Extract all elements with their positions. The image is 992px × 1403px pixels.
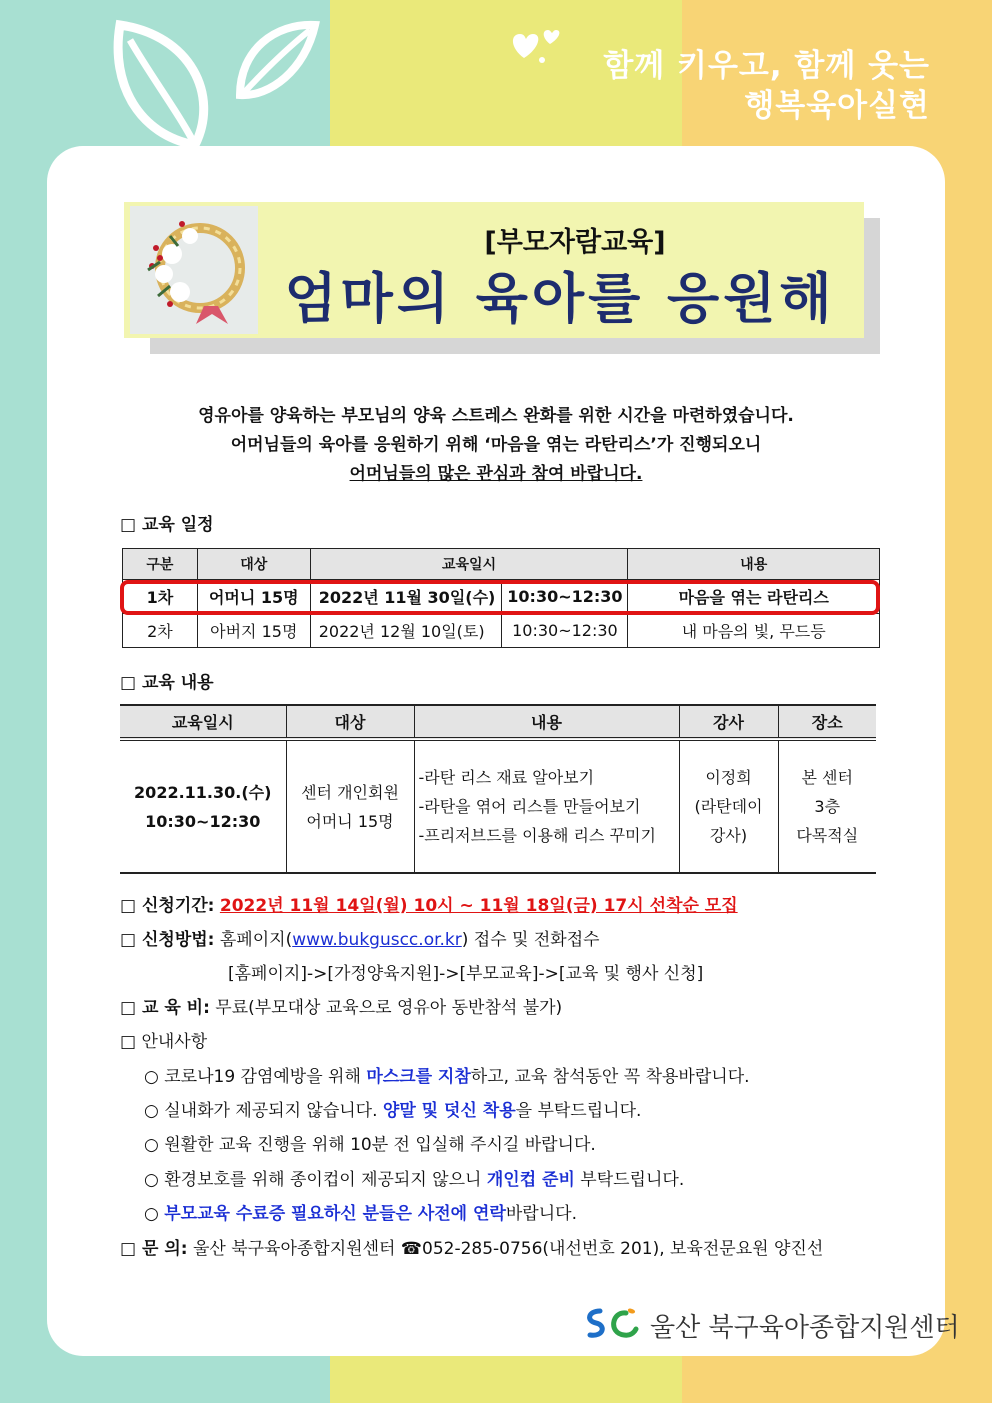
place-line-3: 다목적실: [796, 826, 859, 845]
notice-label: □ 안내사항: [120, 1032, 208, 1052]
intro-line-3: 어머님들의 많은 관심과 참여 바랍니다.: [349, 464, 643, 484]
content-target-line-1: 센터 개인회원: [301, 782, 399, 802]
slogan-line-2: 행복육아실현: [744, 88, 930, 124]
sub-title: [부모자람교육]: [484, 227, 666, 258]
instructor-name: 이정희: [705, 768, 752, 787]
fee: [120, 993, 562, 1018]
schedule-content: 마음을 엮는 라탄리스: [628, 580, 880, 614]
schedule-date: 2022년 11월 30일(수): [310, 580, 502, 614]
homepage-link[interactable]: www.bukguscc.or.kr: [292, 930, 462, 950]
notice-item: [144, 1199, 577, 1224]
instructor-role: 강사): [709, 826, 748, 845]
notice-item: [144, 1096, 641, 1121]
apply-method-label: □ 신청방법:: [120, 930, 215, 950]
schedule-table: [122, 548, 880, 648]
rattan-wreath-image: [130, 206, 258, 334]
schedule-header-content: 내용: [628, 549, 880, 580]
content-header-row: [120, 705, 876, 739]
intro-line-2: 어머님들의 육아를 응원하기 위해 ‘마음을 엮는 라탄리스’가 진행되오니: [230, 435, 762, 455]
apply-method-pre: 홈페이지(: [219, 930, 293, 950]
contact-label: □ 문 의:: [120, 1239, 188, 1259]
place-line-2: 3층: [814, 797, 841, 816]
content-item: -프리저브드를 이용해 리스 꾸미기: [418, 826, 656, 845]
intro-line-1: 영유아를 양육하는 부모님의 양육 스트레스 완화를 위한 시간을 마련하였습니다.: [198, 406, 794, 426]
center-logo-icon: [582, 1303, 642, 1343]
content-item: -라탄을 엮어 리스틀 만들어보기: [418, 797, 641, 816]
content-header-instructor: 강사: [679, 705, 778, 739]
schedule-target: 아버지 15명: [197, 614, 310, 648]
notice-text: 바랍니다.: [505, 1204, 577, 1224]
schedule-header-datetime: 교육일시: [310, 549, 628, 580]
content-item: -라탄 리스 재료 알아보기: [418, 768, 595, 787]
content-target-line-2: 어머니 15명: [306, 811, 394, 831]
content-header-date: 교육일시: [120, 705, 286, 739]
schedule-round: 1차: [123, 580, 198, 614]
notice-text: 을 부탁드립니다.: [515, 1101, 642, 1121]
schedule-header-target: 대상: [197, 549, 310, 580]
contact: [120, 1234, 823, 1259]
content-instructor-cell: [679, 739, 778, 873]
apply-period-label: □ 신청기간:: [120, 896, 215, 916]
contact-value: 울산 북구육아종합지원센터 ☎052-285-0756(내선번호 201), 보육전문요원 양진선: [192, 1239, 824, 1259]
notice-text: 하고, 교육 참석동안 꼭 착용바랍니다.: [470, 1067, 750, 1087]
schedule-header-round: 구분: [123, 549, 198, 580]
content-date: 2022.11.30.(수): [134, 782, 272, 802]
place-line-1: 본 센터: [801, 768, 853, 787]
intro-text: [140, 402, 852, 489]
apply-method-post: ) 접수 및 전화접수: [461, 930, 600, 950]
notice-text: ○ 원활한 교육 진행을 위해 10분 전 입실해 주시길 바랍니다.: [144, 1135, 596, 1155]
notice-item: [144, 1165, 684, 1190]
schedule-row: [123, 580, 880, 614]
schedule-time: 10:30~12:30: [502, 614, 628, 648]
schedule-heading: □ 교육 일정: [120, 515, 214, 535]
center-logo-text: 울산 북구육아종합지원센터: [650, 1313, 960, 1343]
fee-value: 무료(부모대상 교육으로 영유아 동반참석 불가): [215, 998, 563, 1018]
content-heading: □ 교육 내용: [120, 673, 214, 693]
content-target-cell: [286, 739, 414, 873]
content-header-place: 장소: [778, 705, 876, 739]
slogan: [603, 46, 930, 126]
center-logo: [582, 1303, 960, 1343]
notice-highlight: 양말 및 덧신 착용: [382, 1101, 516, 1121]
apply-method: [120, 925, 600, 950]
apply-period: [120, 891, 738, 916]
instructor-org: (라탄데이: [694, 797, 763, 816]
slogan-line-1: 함께 키우고, 함께 웃는: [603, 48, 930, 84]
leaf-outline-icon: [100, 5, 330, 155]
content-header-content: 내용: [414, 705, 679, 739]
schedule-target: 어머니 15명: [197, 580, 310, 614]
fee-label: □ 교 육 비:: [120, 998, 210, 1018]
schedule-round: 2차: [123, 614, 198, 648]
content-items-cell: [414, 739, 679, 873]
schedule-header-row: [123, 549, 880, 580]
notice-text: ○ 실내화가 제공되지 않습니다.: [144, 1101, 383, 1121]
notice-highlight: 부모교육 수료증 필요하신 분들은 사전에 연락: [164, 1204, 506, 1224]
apply-method-path: [홈페이지]->[가정양육지원]->[부모교육]->[교육 및 행사 신청]: [228, 964, 704, 984]
schedule-date: 2022년 12월 10일(토): [310, 614, 502, 648]
content-place-cell: [778, 739, 876, 873]
notice-item: [144, 1130, 596, 1155]
content-table: [120, 704, 876, 874]
content-time: 10:30~12:30: [145, 811, 261, 831]
notice-text: ○ 코로나19 감염예방을 위해: [144, 1067, 367, 1087]
notice-text: ○: [144, 1204, 165, 1224]
main-title: 엄마의 육아를 응원해: [284, 267, 836, 330]
notice-highlight: 마스크를 지참: [366, 1067, 471, 1087]
schedule-row: [123, 614, 880, 648]
schedule-content: 내 마음의 빛, 무드등: [628, 614, 880, 648]
notice-item: [144, 1062, 750, 1087]
content-header-target: 대상: [286, 705, 414, 739]
notice-highlight: 개인컵 준비: [486, 1170, 575, 1190]
notice-text: 부탁드립니다.: [574, 1170, 685, 1190]
hearts-icon: [508, 22, 568, 66]
apply-period-value: 2022년 11월 14일(월) 10시 ~ 11월 18일(금) 17시 선착순 모집: [219, 896, 738, 916]
schedule-time: 10:30~12:30: [502, 580, 628, 614]
notice-text: ○ 환경보호를 위해 종이컵이 제공되지 않으니: [144, 1170, 487, 1190]
content-date-cell: [120, 739, 286, 873]
content-row: [120, 739, 876, 873]
